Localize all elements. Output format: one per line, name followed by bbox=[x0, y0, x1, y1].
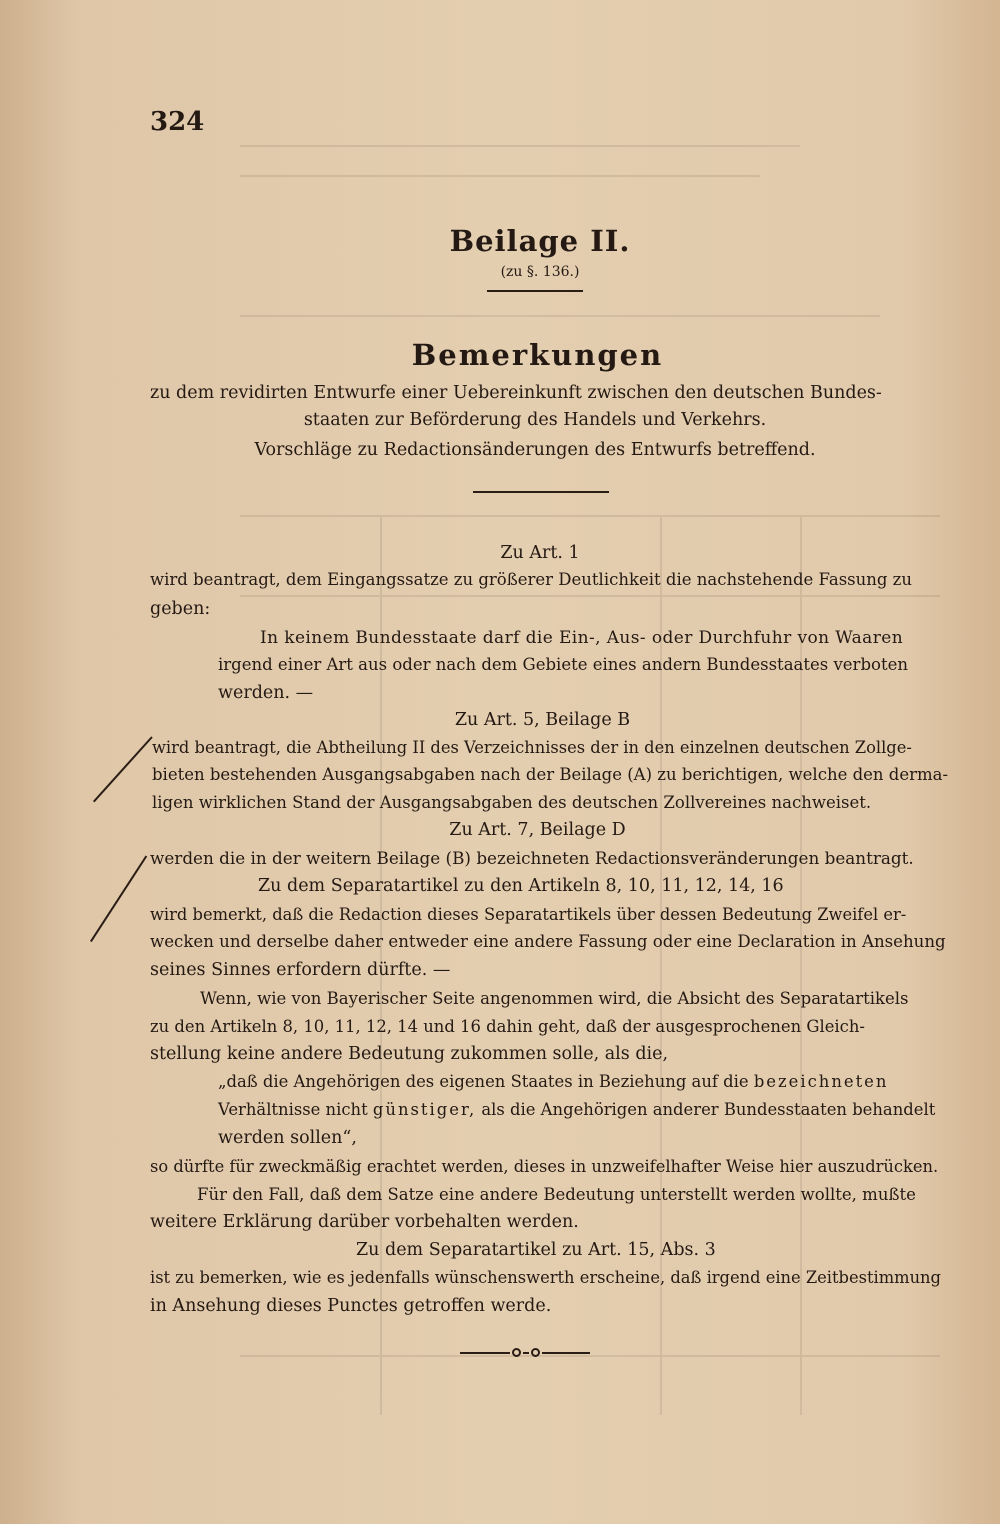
quote-line-2 bbox=[218, 1100, 935, 1119]
quote-line-2-text-b: als die Angehörigen anderer Bundesstaaten behandelt bbox=[481, 1100, 936, 1119]
section-title: Bemerkungen bbox=[411, 338, 664, 372]
quote-line-1-text: „daß die Angehörigen des eigenen Staates in Beziehung auf die bbox=[218, 1072, 749, 1091]
art5-heading: Zu Art. 5, Beilage B bbox=[454, 710, 631, 730]
art1-quote-line-3: werden. — bbox=[218, 683, 314, 703]
sep8-line-2: wecken und derselbe daher entweder eine andere Fassung oder eine Declaration in Ansehung bbox=[150, 932, 946, 951]
closing-ornament bbox=[460, 1347, 590, 1359]
sep8-heading: Zu dem Separatartikel zu den Artikeln 8, 10, 11, 12, 14, 16 bbox=[258, 876, 784, 896]
art1-line-1: wird beantragt, dem Eingangssatze zu größerer Deutlichkeit die nachstehende Fassung zu bbox=[150, 570, 913, 589]
sep8-line-3: seines Sinnes erfordern dürfte. — bbox=[150, 960, 451, 980]
section-subtitle-line-2: staaten zur Beförderung des Handels und Verkehrs. bbox=[303, 410, 767, 430]
para-fall-line-2: weitere Erklärung darüber vorbehalten werden. bbox=[150, 1212, 579, 1232]
art7-line-1: werden die in der weitern Beilage (B) bezeichneten Redactionsveränderungen beantragt. bbox=[150, 848, 914, 868]
para-so: so dürfte für zweckmäßig erachtet werden, dieses in unzweifelhafter Weise hier auszudrücken. bbox=[150, 1157, 939, 1176]
page-number: 324 bbox=[150, 107, 205, 137]
art1-quote-line-2: irgend einer Art aus oder nach dem Gebiete eines andern Bundesstaates verboten bbox=[218, 655, 908, 674]
section-subtitle-line-3: Vorschläge zu Redactionsänderungen des Entwurfs betreffend. bbox=[254, 440, 816, 460]
para-fall-line-1: Für den Fall, daß dem Satze eine andere Bedeutung unterstellt werden wollte, mußte bbox=[197, 1185, 916, 1204]
sep15-line-2: in Ansehung dieses Punctes getroffen werde. bbox=[150, 1296, 552, 1316]
sep15-heading: Zu dem Separatartikel zu Art. 15, Abs. 3 bbox=[356, 1240, 716, 1260]
margin-mark-1 bbox=[93, 736, 153, 802]
para-wenn-line-1: Wenn, wie von Bayerischer Seite angenommen wird, die Absicht des Separatartikels bbox=[200, 989, 909, 1008]
quote-line-2-text-a: Verhältnisse nicht bbox=[218, 1100, 368, 1119]
appendix-subtitle: (zu §. 136.) bbox=[500, 264, 580, 280]
quote-line-1 bbox=[218, 1072, 888, 1091]
section-rule bbox=[473, 491, 609, 493]
art7-heading: Zu Art. 7, Beilage D bbox=[449, 820, 626, 840]
margin-mark-2 bbox=[90, 855, 147, 942]
quote-emphasis-1: bezeichneten bbox=[753, 1072, 889, 1091]
quote-emphasis-2: günstiger, bbox=[372, 1100, 477, 1119]
art5-line-1: wird beantragt, die Abtheilung II des Verzeichnisses der in den einzelnen deutschen Zollge- bbox=[152, 738, 912, 757]
sep8-line-1: wird bemerkt, daß die Redaction dieses Separatartikels über dessen Bedeutung Zweifel er- bbox=[150, 905, 907, 924]
quote-line-3: werden sollen“, bbox=[218, 1128, 357, 1148]
art5-line-2: bieten bestehenden Ausgangsabgaben nach der Beilage (A) zu berichtigen, welche den derma- bbox=[152, 765, 949, 784]
sep15-line-1: ist zu bemerken, wie es jedenfalls wünschenswerth erscheine, daß irgend eine Zeitbestimmung bbox=[150, 1268, 941, 1287]
para-wenn-line-2: zu den Artikeln 8, 10, 11, 12, 14 und 16 dahin geht, daß der ausgesprochenen Gleich- bbox=[150, 1017, 865, 1036]
art1-heading: Zu Art. 1 bbox=[500, 543, 580, 563]
section-subtitle-line-1: zu dem revidirten Entwurfe einer Uebereinkunft zwischen den deutschen Bundes- bbox=[150, 383, 882, 403]
art1-quote-line-1: In keinem Bundesstaate darf die Ein-, Aus- oder Durchfuhr von Waaren bbox=[260, 628, 904, 648]
appendix-title: Beilage II. bbox=[449, 224, 631, 258]
art1-line-2: geben: bbox=[150, 599, 211, 619]
art5-line-3: ligen wirklichen Stand der Ausgangsabgaben des deutschen Zollvereines nachweiset. bbox=[152, 793, 872, 812]
title-rule bbox=[487, 290, 583, 292]
para-wenn-line-3: stellung keine andere Bedeutung zukommen solle, als die, bbox=[150, 1044, 669, 1064]
